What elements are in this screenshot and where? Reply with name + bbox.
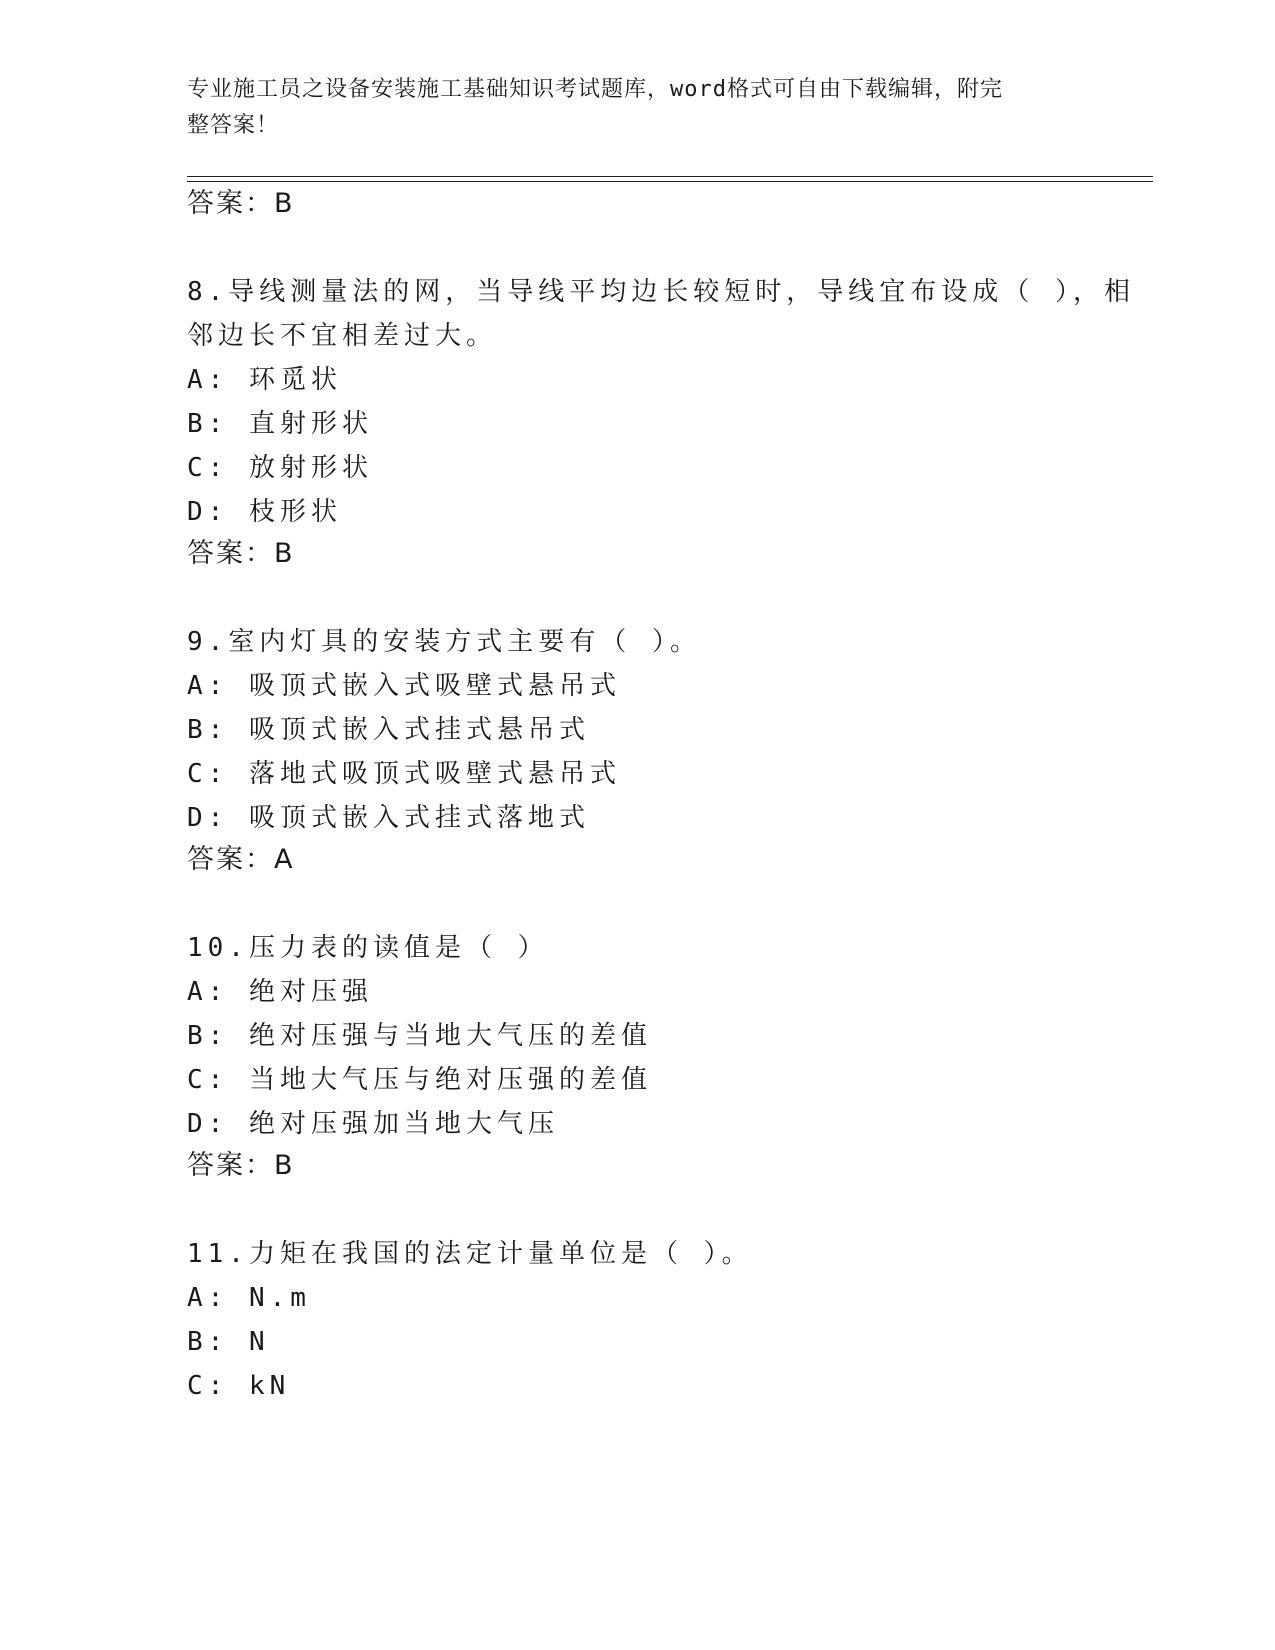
question-9-option-d: D: 吸顶式嵌入式挂式落地式 <box>187 803 590 833</box>
document-header <box>187 72 1067 144</box>
question-8-option-a: A: 环觅状 <box>187 365 342 395</box>
question-9-option-a: A: 吸顶式嵌入式吸壁式悬吊式 <box>187 671 621 701</box>
header-divider <box>187 176 1153 182</box>
question-10-option-d: D: 绝对压强加当地大气压 <box>187 1109 559 1139</box>
question-8-stem-line-2: 邻边长不宜相差过大。 <box>187 321 498 351</box>
header-line-1: 专业施工员之设备安装施工基础知识考试题库，word格式可自由下载编辑，附完 <box>187 77 1003 102</box>
question-8-stem-line-1: 8.导线测量法的网，当导线平均边长较短时，导线宜布设成（ ），相 <box>187 277 1135 307</box>
question-10-option-a: A: 绝对压强 <box>187 977 373 1007</box>
question-9-option-c: C: 落地式吸顶式吸壁式悬吊式 <box>187 759 621 789</box>
question-8-option-d: D: 枝形状 <box>187 497 342 527</box>
question-10-option-b: B: 绝对压强与当地大气压的差值 <box>187 1021 652 1051</box>
question-9-stem: 9.室内灯具的安装方式主要有（ ）。 <box>187 627 701 657</box>
answer-line: 答案：B <box>187 188 295 219</box>
question-8-option-c: C: 放射形状 <box>187 453 373 483</box>
question-11-stem: 11.力矩在我国的法定计量单位是（ ）。 <box>187 1239 753 1269</box>
question-10-stem: 10.压力表的读值是（ ） <box>187 933 549 963</box>
question-11-option-b: B: N <box>187 1327 270 1357</box>
question-10-option-c: C: 当地大气压与绝对压强的差值 <box>187 1065 652 1095</box>
question-9-option-b: B: 吸顶式嵌入式挂式悬吊式 <box>187 715 590 745</box>
question-8-answer: 答案：B <box>187 538 295 569</box>
question-11-option-a: A: N.m <box>187 1283 311 1313</box>
question-11-option-c: C: kN <box>187 1371 291 1401</box>
question-10-answer: 答案：B <box>187 1150 295 1181</box>
question-8-option-b: B: 直射形状 <box>187 409 373 439</box>
question-9-answer: 答案：A <box>187 844 295 875</box>
header-line-2: 整答案！ <box>187 113 280 138</box>
